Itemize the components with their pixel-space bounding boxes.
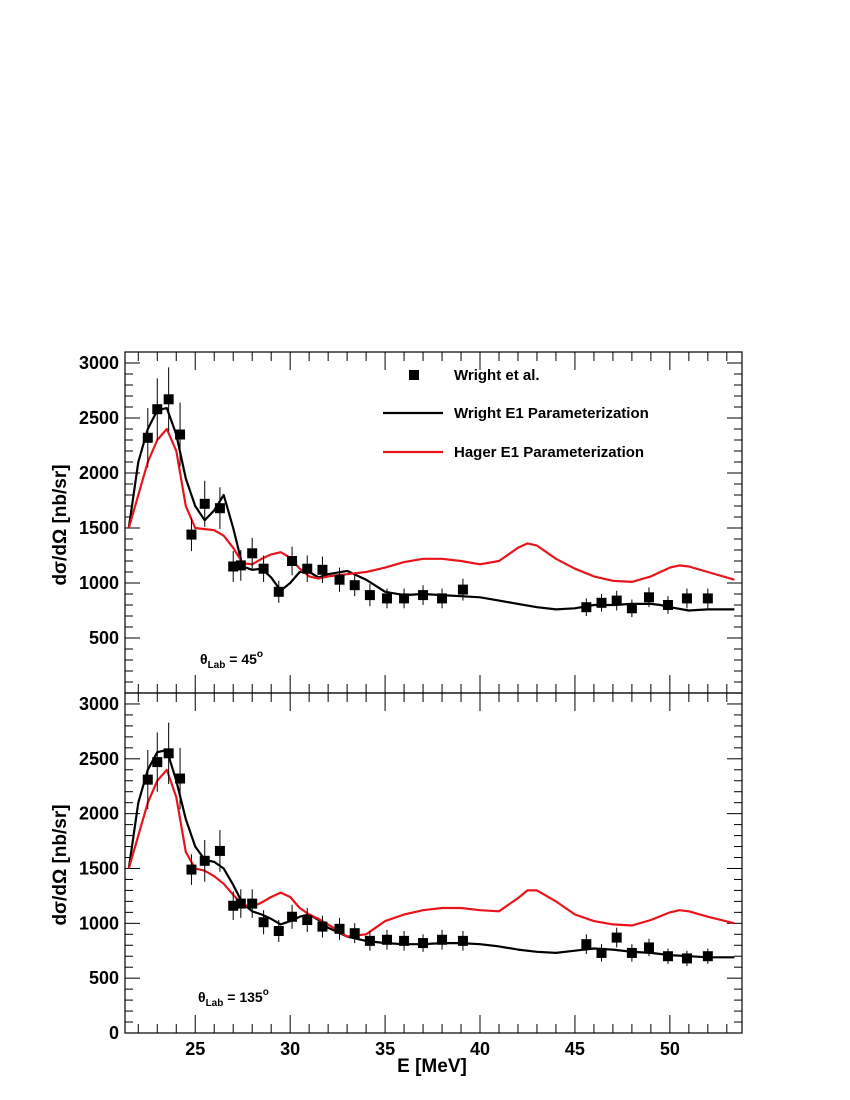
data-point bbox=[335, 575, 345, 585]
x-tick-label: 50 bbox=[659, 1039, 680, 1059]
data-point bbox=[581, 939, 591, 949]
data-point bbox=[302, 564, 312, 574]
data-point bbox=[287, 912, 297, 922]
data-point bbox=[597, 598, 607, 608]
y-tick-label: 500 bbox=[88, 968, 119, 989]
data-point bbox=[627, 603, 637, 613]
data-point bbox=[399, 593, 409, 603]
data-point bbox=[418, 938, 428, 948]
data-point bbox=[200, 856, 210, 866]
x-tick-label: 25 bbox=[185, 1039, 206, 1059]
data-point bbox=[382, 593, 392, 603]
data-point bbox=[259, 564, 269, 574]
x-tick-label: 40 bbox=[469, 1039, 491, 1059]
data-point bbox=[164, 748, 174, 758]
data-point bbox=[703, 593, 713, 603]
data-point bbox=[335, 924, 345, 934]
y-tick-label: 0 bbox=[108, 1023, 119, 1043]
data-point bbox=[458, 585, 468, 595]
annotation-text: = 135 bbox=[223, 989, 263, 1005]
y-tick-label: 1000 bbox=[78, 573, 119, 593]
data-point bbox=[644, 942, 654, 952]
data-point bbox=[186, 865, 196, 875]
legend-label: Wright E1 Parameterization bbox=[454, 405, 649, 422]
annotation-subscript: Lab bbox=[205, 998, 224, 1009]
angle-annotation bbox=[198, 987, 269, 1009]
data-point bbox=[247, 899, 257, 909]
y-tick-label: 2500 bbox=[78, 408, 119, 428]
y-tick-label: 1000 bbox=[78, 913, 119, 934]
data-point bbox=[287, 556, 297, 566]
data-point bbox=[143, 433, 153, 443]
data-point bbox=[644, 592, 654, 602]
data-point bbox=[437, 593, 447, 603]
annotation-symbol: θ bbox=[198, 989, 206, 1005]
data-point bbox=[247, 548, 257, 558]
legend-marker bbox=[409, 370, 419, 380]
legend-label: Hager E1 Parameterization bbox=[454, 444, 645, 461]
data-point bbox=[259, 917, 269, 927]
data-point bbox=[164, 394, 174, 404]
data-point bbox=[274, 587, 284, 597]
x-axis-title: E [MeV] bbox=[397, 1056, 467, 1077]
plot-frame bbox=[125, 352, 742, 693]
data-point bbox=[581, 602, 591, 612]
y-axis-title-top: dσ/dΩ [nb/sr] bbox=[50, 464, 71, 586]
data-point bbox=[317, 565, 327, 575]
data-point bbox=[200, 499, 210, 509]
data-point bbox=[143, 775, 153, 785]
y-axis-title-bottom: dσ/dΩ [nb/sr] bbox=[50, 804, 71, 926]
y-tick-label: 3000 bbox=[78, 353, 119, 373]
x-tick-label: 45 bbox=[564, 1039, 585, 1059]
data-point bbox=[350, 928, 360, 938]
y-tick-label: 500 bbox=[88, 628, 119, 648]
y-tick-label: 3000 bbox=[78, 693, 119, 714]
data-point bbox=[274, 926, 284, 936]
annotation-text: = 45 bbox=[225, 651, 257, 667]
data-point bbox=[350, 580, 360, 590]
x-tick-label: 35 bbox=[375, 1039, 396, 1059]
data-point bbox=[175, 774, 185, 784]
data-point bbox=[365, 936, 375, 946]
data-point bbox=[175, 430, 185, 440]
angle-annotation bbox=[200, 649, 263, 671]
x-tick-label: 30 bbox=[280, 1039, 301, 1059]
annotation-subscript: Lab bbox=[207, 660, 226, 671]
data-point bbox=[703, 951, 713, 961]
data-point bbox=[365, 590, 375, 600]
data-point bbox=[152, 404, 162, 414]
y-tick-label: 1500 bbox=[78, 518, 119, 538]
y-tick-label: 2000 bbox=[78, 803, 119, 824]
data-point bbox=[437, 935, 447, 945]
data-point bbox=[382, 935, 392, 945]
data-point bbox=[236, 899, 246, 909]
y-tick-label: 1500 bbox=[78, 858, 119, 879]
data-point bbox=[682, 593, 692, 603]
panel-top bbox=[79, 352, 742, 693]
y-tick-label: 2500 bbox=[78, 748, 119, 769]
data-point bbox=[627, 948, 637, 958]
data-point bbox=[215, 503, 225, 513]
data-point bbox=[612, 596, 622, 606]
data-point bbox=[236, 560, 246, 570]
annotation-superscript: o bbox=[262, 987, 269, 998]
data-point bbox=[317, 922, 327, 932]
data-point bbox=[302, 915, 312, 925]
data-point bbox=[186, 530, 196, 540]
data-point bbox=[597, 948, 607, 958]
data-point bbox=[663, 600, 673, 610]
annotation-superscript: o bbox=[256, 649, 263, 660]
data-point bbox=[612, 933, 622, 943]
data-point bbox=[399, 936, 409, 946]
data-point bbox=[458, 936, 468, 946]
panel-bottom bbox=[79, 693, 742, 1059]
data-point bbox=[152, 757, 162, 767]
data-point bbox=[418, 590, 428, 600]
legend-label: Wright et al. bbox=[454, 367, 540, 384]
legend bbox=[383, 367, 649, 461]
data-point bbox=[682, 953, 692, 963]
annotation-symbol: θ bbox=[200, 651, 208, 667]
y-tick-label: 2000 bbox=[78, 463, 119, 483]
data-point bbox=[215, 846, 225, 856]
data-point bbox=[663, 951, 673, 961]
